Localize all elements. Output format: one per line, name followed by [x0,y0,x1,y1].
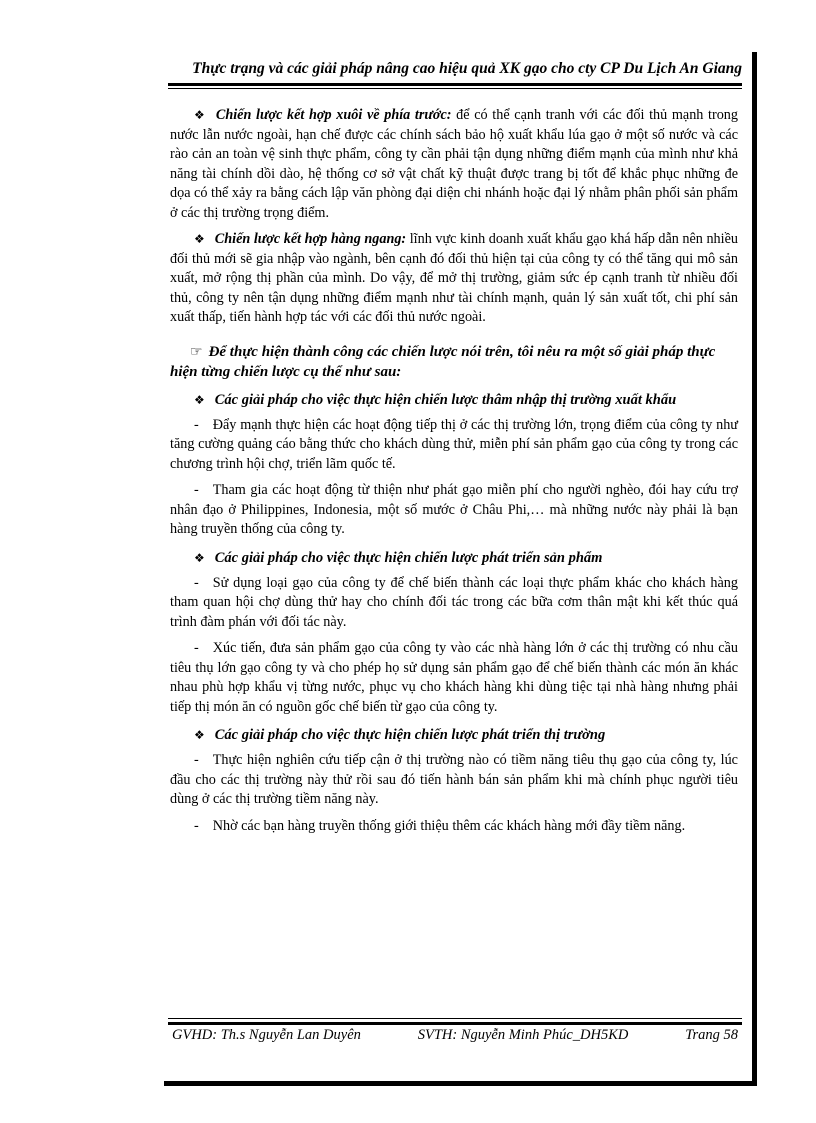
footer-student: SVTH: Nguyễn Minh Phúc_DH5KD [417,1027,629,1043]
heading-text: Để thực hiện thành công các chiến lược nói trên, tôi nêu ra một số giải pháp thực hiện từng chiến lược cụ thể như sau: [170,343,716,380]
diamond-bullet-icon: ❖ [194,550,205,565]
list-item: - Đẩy mạnh thực hiện các hoạt động tiếp thị ở các thị trường lớn, trọng điểm của công ty như tăng cường quảng cáo bằng thức cho khách dùng thử, miễn phí sản phẩm gạo của công ty trong các chương trình hội chợ, triển lãm quốc tế. [170,416,738,472]
list-item: - Nhờ các bạn hàng truyền thống giới thiệu thêm các khách hàng mới đầy tiềm năng. [194,817,686,834]
subheading-text: Các giải pháp cho việc thực hiện chiến lược thâm nhập thị trường xuất khẩu [214,391,677,408]
diamond-bullet-icon: ❖ [194,728,205,742]
diamond-bullet-icon: ❖ [194,108,206,122]
paragraph-lead: Chiến lược kết hợp xuôi về phía trước: [215,107,452,123]
paragraph-horizontal-integration [170,230,738,328]
subheading-text: Các giải pháp cho việc thực hiện chiến lược phát triển sản phẩm [214,549,603,566]
running-header: Thực trạng và các giải pháp nâng cao hiệu quả XK gạo cho cty CP Du Lịch An Giang [192,60,742,77]
list-item: - Sử dụng loại gạo của công ty để chế biến thành các loại thực phẩm khác cho khách hàng tham quan hội chợ dùng thử hay cho chính đối tác trong các bữa cơm thân mật khi kết thúc quá trình đàm phán với đối tác này. [170,574,738,630]
footer-rule-thin [168,1018,742,1019]
list-item-text: Xúc tiến, đưa sản phẩm gạo của công ty vào các nhà hàng lớn ở các thị trường có nhu cầu tiêu thụ lớn gạo công ty và cho phép họ sử dụng sản phẩm gạo để chế biến thành các món ăn khác nhau phù hợp khẩu vị từng nước, phục vụ cho khách hàng khi dùng tiệc tại nhà hàng nhưng phải tiếp thị món ăn có nguồn gốc chế biến từ gạo của công ty. [170,640,738,715]
pointing-hand-icon: ☞ [190,343,203,360]
subheading-product-development [170,548,738,568]
footer-advisor: GVHD: Th.s Nguyễn Lan Duyên [172,1027,361,1043]
list-item: - Tham gia các hoạt động từ thiện như phát gạo miễn phí cho người nghèo, đói hay cứu trợ nhân đạo ở Philippines, Indonesia, một số mước ở Châu Phi,… mà những nước này phải là bạn hàng truyền thống của công ty. [170,482,738,537]
list-item-text: Nhờ các bạn hàng truyền thống giới thiệu thêm các khách hàng mới đầy tiềm năng. [212,817,686,834]
list-item: - Thực hiện nghiên cứu tiếp cận ở thị trường nào có tiềm năng tiêu thụ gạo của công ty, lúc đầu cho các thị trường này thử rồi sau đó tiến hành bán sản phẩm khi mà chính phục người tiêu dùng ở các thị trường tiềm năng này. [170,752,738,807]
paragraph-forward-integration [170,106,738,223]
subheading-market-development [170,725,738,745]
list-item: - Xúc tiến, đưa sản phẩm gạo của công ty vào các nhà hàng lớn ở các thị trường có nhu cầu tiêu thụ lớn gạo công ty và cho phép họ sử dụng sản phẩm gạo để chế biến thành các món ăn khác nhau phù hợp khẩu vị từng nước, phục vụ cho khách hàng khi dùng tiệc tại nhà hàng nhưng phải tiếp thị món ăn có nguồn gốc chế biến từ gạo của công ty. [170,640,738,715]
list-item-text: Đẩy mạnh thực hiện các hoạt động tiếp thị ở các thị trường lớn, trọng điểm của công ty như tăng cường quảng cáo bằng thức cho khách dùng thử, miễn phí sản phẩm gạo của công ty trong các chương trình hội chợ, triển lãm quốc tế. [170,416,738,472]
header-rule [168,83,742,86]
paragraph-text: lĩnh vực kinh doanh xuất khẩu gạo khá hấp dẫn nên nhiều đối thủ mới sẽ gia nhập vào ngành, bên cạnh đó đối thủ hiện tại của công ty có thể tăng qui mô sản xuất, mở rộng thị phần của mình. Do vậy, để mở thị trường, giảm sức ép cạnh tranh từ nhiều đối thủ, công ty nên tận dụng những điểm mạnh như tài chính mạnh, quản lý sản xuất tốt, chi phí sản xuất thấp, tiến hành hợp tác với các đối thủ nước ngoài. [170,231,738,325]
page-footer [172,1027,738,1044]
paragraph-text: để có thể cạnh tranh với các đối thủ mạnh trong nước lẫn nước ngoài, hạn chế được các chính sách bảo hộ xuất khẩu lúa gạo ở một số nước và các rào cản an toàn vệ sinh thực phẩm, công ty cần phải tận dụng những điểm mạnh của mình như khả năng tài chính dồi dào, hệ thống cơ sở vật chất kỹ thuật được trang bị tốt để khắc phục những đe dọa có thể xảy ra bằng cách lập văn phòng đại diện chi nhánh hoặc đại lý nhằm phân phối sản phẩm ở các thị trường trọng điểm. [170,107,738,221]
subheading-market-penetration [170,390,738,410]
paragraph-lead: Chiến lược kết hợp hàng ngang: [214,231,407,247]
solutions-heading [170,342,738,382]
header-rule-thin [168,88,742,89]
footer-rule [168,1022,742,1025]
list-item-text: Tham gia các hoạt động từ thiện như phát gạo miễn phí cho người nghèo, đói hay cứu trợ nhân đạo ở Philippines, Indonesia, một số mước ở Châu Phi,… mà những nước này phải là bạn hàng truyền thống của công ty. [170,482,738,537]
diamond-bullet-icon: ❖ [194,392,205,407]
list-item-text: Thực hiện nghiên cứu tiếp cận ở thị trường nào có tiềm năng tiêu thụ gạo của công ty, lúc đầu cho các thị trường này thử rồi sau đó tiến hành bán sản phẩm khi mà chính phục người tiêu dùng ở các thị trường tiềm năng này. [170,752,738,807]
subheading-text: Các giải pháp cho việc thực hiện chiến lược phát triển thị trường [214,727,606,743]
document-body [170,106,738,843]
list-item-text: Sử dụng loại gạo của công ty để chế biến thành các loại thực phẩm khác cho khách hàng tham quan hội chợ dùng thử hay cho chính đối tác trong các bữa cơm thân mật khi kết thúc quá trình đàm phán với đối tác này. [170,574,738,630]
footer-page-number: Trang 58 [685,1027,738,1043]
diamond-bullet-icon: ❖ [194,232,205,246]
